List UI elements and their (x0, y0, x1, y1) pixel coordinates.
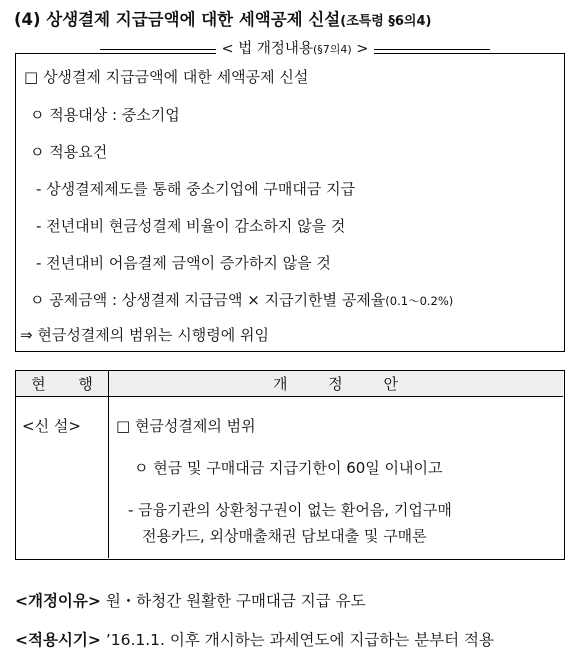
law-item-req-1: - 상생결제제도를 통해 중소기업에 구매대금 지급 (36, 180, 356, 198)
current-cell: <신 설> (22, 417, 81, 435)
header-current: 현 행 (31, 375, 107, 393)
law-deduction-text: ㅇ 공제금액 : 상생결제 지급금액 × 지급기한별 공제율 (30, 291, 386, 309)
proposal-item-1: ㅇ 현금 및 구매대금 지급기한이 60일 이내이고 (134, 459, 443, 477)
law-item-delegation: ⇒ 현금성결제의 범위는 시행령에 위임 (20, 326, 269, 344)
caption-text: < 법 개정내용(§7의4) > (216, 37, 375, 62)
law-deduction-rate: (0.1～0.2%) (385, 294, 454, 308)
section-title-ref: (조특령 §6의4) (340, 14, 432, 29)
header-proposal: 개 정 안 (272, 375, 416, 393)
reason-line (15, 586, 575, 616)
law-item-target: ㅇ 적용대상 : 중소기업 (30, 106, 180, 124)
reason-label: <개정이유> (15, 592, 101, 610)
column-divider (108, 371, 109, 558)
amendment-table (15, 370, 565, 560)
effective-line (15, 625, 575, 655)
law-item-req-2: - 전년대비 현금성결제 비율이 감소하지 않을 것 (36, 217, 346, 235)
law-item-deduction (30, 284, 580, 317)
law-amendment-box (15, 53, 565, 352)
law-item-requirements: ㅇ 적용요건 (30, 143, 108, 161)
proposal-item-2b: 전용카드, 외상매출채권 담보대출 및 구매론 (142, 527, 427, 545)
effective-text: ’16.1.1. 이후 개시하는 과세연도에 지급하는 분부터 적용 (105, 631, 494, 649)
law-item-heading: □ 상생결제 지급금액에 대한 세액공제 신설 (24, 68, 309, 86)
section-title (14, 3, 574, 37)
effective-label: <적용시기> (15, 631, 101, 649)
proposal-heading: □ 현금성결제의 범위 (116, 417, 256, 435)
section-title-text: (4) 상생결제 지급금액에 대한 세액공제 신설 (14, 10, 341, 29)
reason-text: 원・하청간 원활한 구매대금 지급 유도 (105, 592, 366, 610)
proposal-item-2a: - 금융기관의 상환청구권이 없는 환어음, 기업구매 (128, 501, 452, 519)
law-item-req-3: - 전년대비 어음결제 금액이 증가하지 않을 것 (36, 254, 331, 272)
law-box-caption (100, 37, 490, 61)
